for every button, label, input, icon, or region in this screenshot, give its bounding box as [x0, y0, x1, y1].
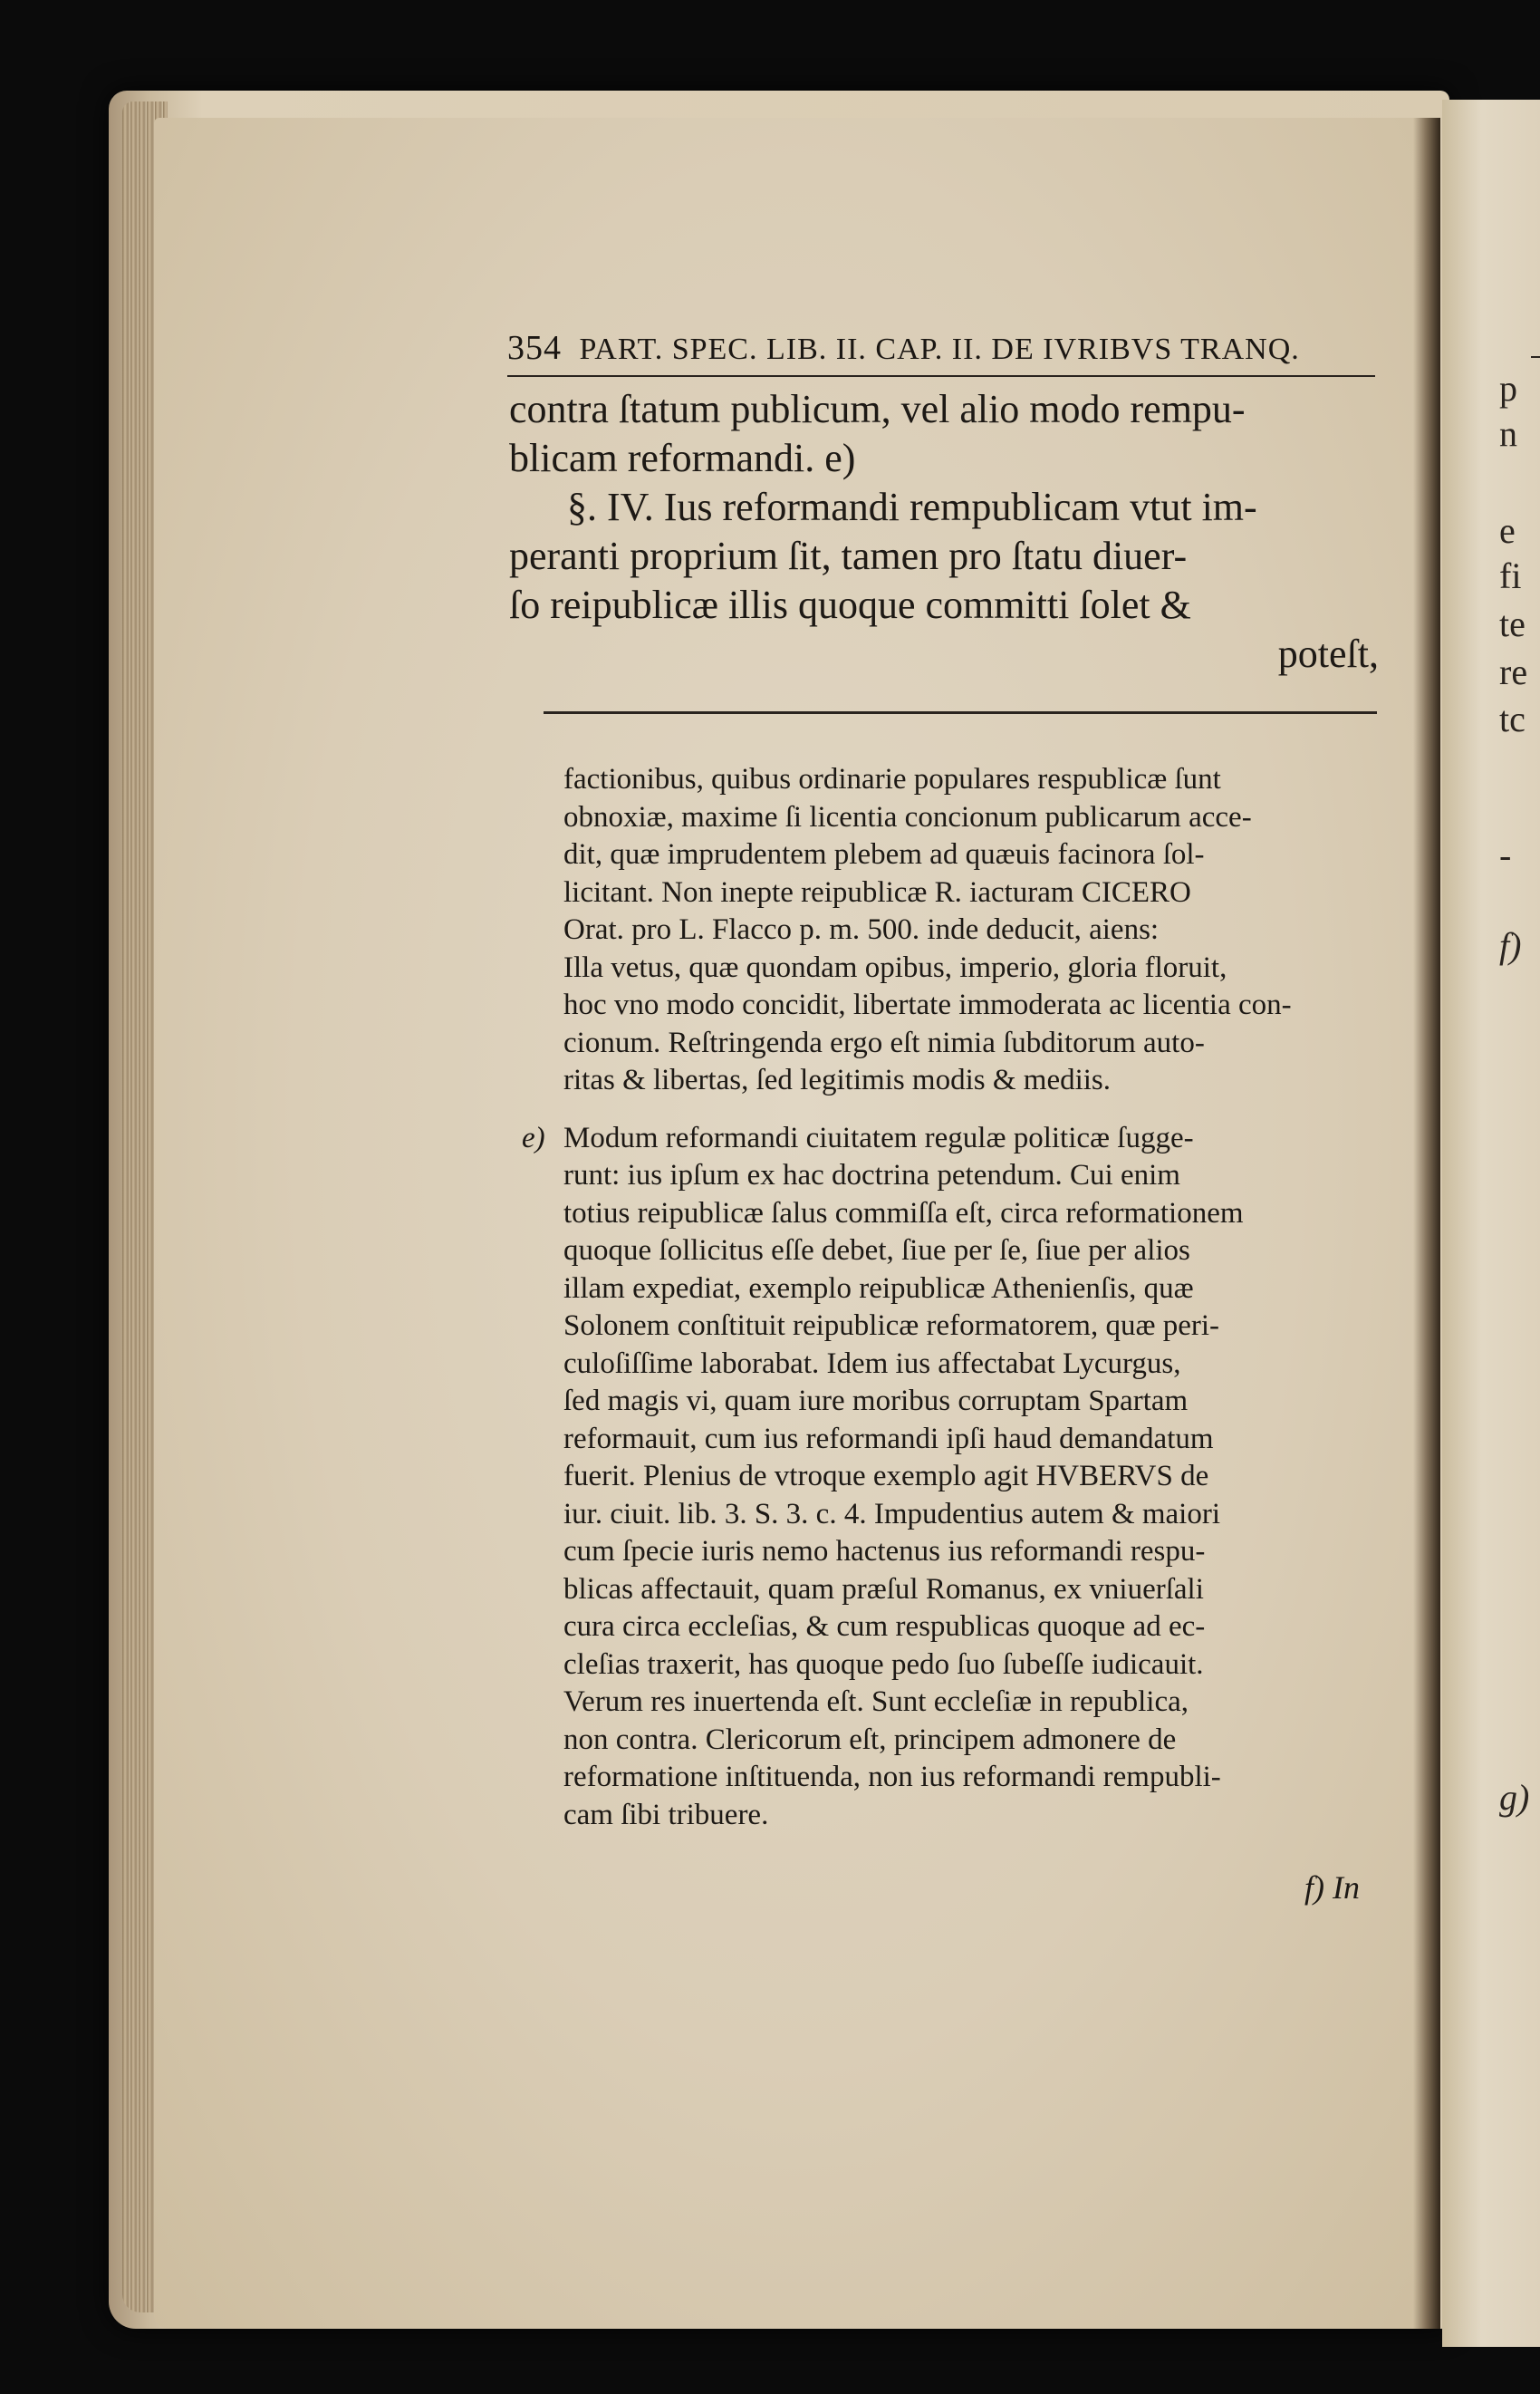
main-text — [509, 385, 1379, 679]
footnote-line: culoſiſſime laborabat. Idem ius affectabat Lycurgus, — [563, 1347, 1181, 1380]
facing-rule — [1531, 356, 1540, 358]
footnote-line: iur. ciuit. lib. 3. S. 3. c. 4. Impudentius autem & maiori — [563, 1497, 1221, 1530]
footnote-line: ritas & libertas, ſed legitimis modis & mediis. — [563, 1064, 1112, 1096]
footnote-line: Orat. pro L. Flacco p. m. 500. inde deducit, aiens: — [563, 913, 1160, 946]
footnote-line: totius reipublicæ ſalus commiſſa eſt, circa reformationem — [563, 1196, 1244, 1230]
footnote-line: hoc vno modo concidit, libertate immoderata ac licentia con- — [563, 989, 1292, 1021]
footnote-line: licitant. Non inepte reipublicæ R. iacturam CICERO — [563, 875, 1191, 909]
footnote-line: quoque ſollicitus eſſe debet, ſiue per ſe, ſiue per alios — [563, 1234, 1190, 1267]
footnote-line: cura circa eccleſias, & cum respublicas quoque ad ec- — [563, 1610, 1206, 1643]
footnote-line: reformauit, cum ius reformandi ipſi haud demandatum — [563, 1422, 1214, 1455]
main-line: contra ſtatum publicum, vel alio modo rempu- — [509, 387, 1246, 431]
page-number: 354 — [507, 329, 562, 367]
facing-fragment: - — [1499, 835, 1512, 875]
facing-fragment: te — [1499, 603, 1526, 644]
facing-fragment: g) — [1499, 1777, 1530, 1818]
facing-fragment: re — [1499, 652, 1528, 692]
footnote-line: reformatione inſtituenda, non ius reformandi rempubli- — [563, 1761, 1221, 1793]
header-rule — [507, 375, 1375, 377]
main-line: ſo reipublicæ illis quoque committi ſolet & — [509, 583, 1191, 627]
running-title: PART. SPEC. LIB. II. CAP. II. DE IVRIBVS TRANQ. — [579, 333, 1300, 366]
facing-page — [1442, 100, 1540, 2347]
footnote-line: cionum. Reſtringenda ergo eſt nimia ſubditorum auto- — [563, 1026, 1205, 1059]
facing-fragment: e — [1499, 510, 1516, 551]
footnote-line: dit, quæ imprudentem plebem ad quæuis facinora ſol- — [563, 838, 1205, 871]
facing-fragment: fi — [1499, 555, 1522, 596]
footnote-line: Illa vetus, quæ quondam opibus, imperio, gloria floruit, — [563, 951, 1227, 984]
footnotes — [522, 761, 1404, 1834]
catchword: f) In — [1304, 1869, 1360, 1906]
facing-fragment: f) — [1499, 925, 1522, 966]
footnote-line: blicas affectauit, quam præſul Romanus, ex vniuerſali — [563, 1572, 1204, 1606]
main-line: blicam reformandi. e) — [509, 436, 856, 480]
footnote-line: cam ſibi tribuere. — [563, 1798, 769, 1831]
footnote-line: Solonem conſtituit reipublicæ reformatorem, quæ peri- — [563, 1309, 1220, 1342]
footnote-line: cum ſpecie iuris nemo hactenus ius reformandi respu- — [563, 1535, 1206, 1568]
footnote-line: Modum reformandi ciuitatem regulæ politicæ ſugge- — [563, 1121, 1194, 1154]
main-line: peranti proprium ſit, tamen pro ſtatu diuer- — [509, 534, 1188, 578]
footnote-line: illam expediat, exemplo reipublicæ Athenienſis, quæ — [563, 1271, 1194, 1305]
facing-fragment: p — [1499, 368, 1517, 409]
gutter-shadow — [1413, 118, 1440, 2329]
main-line: §. IV. Ius reformandi rempublicam vtut im- — [567, 485, 1257, 529]
facing-fragment: n — [1499, 413, 1517, 454]
footnote-line: factionibus, quibus ordinarie populares respublicæ ſunt — [563, 763, 1221, 796]
footnote-line: fuerit. Plenius de vtroque exemplo agit HVBERVS de — [563, 1460, 1209, 1492]
facing-fragment: tc — [1499, 699, 1526, 739]
footnote-marker: e) — [522, 1121, 545, 1154]
footnote-line: Verum res inuertenda eſt. Sunt eccleſiæ in republica, — [563, 1685, 1189, 1718]
footnote-rule — [544, 711, 1377, 714]
footnote-line: runt: ius ipſum ex hac doctrina petendum. Cui enim — [563, 1159, 1180, 1192]
footnote-line: non contra. Clericorum eſt, principem admonere de — [563, 1723, 1177, 1756]
running-header — [507, 328, 1381, 368]
footnote-line: cleſias traxerit, has quoque pedo ſuo ſubeſſe iudicauit. — [563, 1647, 1204, 1681]
footnote-line: obnoxiæ, maxime ſi licentia concionum publicarum acce- — [563, 800, 1252, 834]
main-line: poteſt, — [1277, 632, 1379, 676]
footnote-line: ſed magis vi, quam iure moribus corruptam Spartam — [563, 1385, 1189, 1417]
footnote-e — [522, 1120, 1404, 1835]
